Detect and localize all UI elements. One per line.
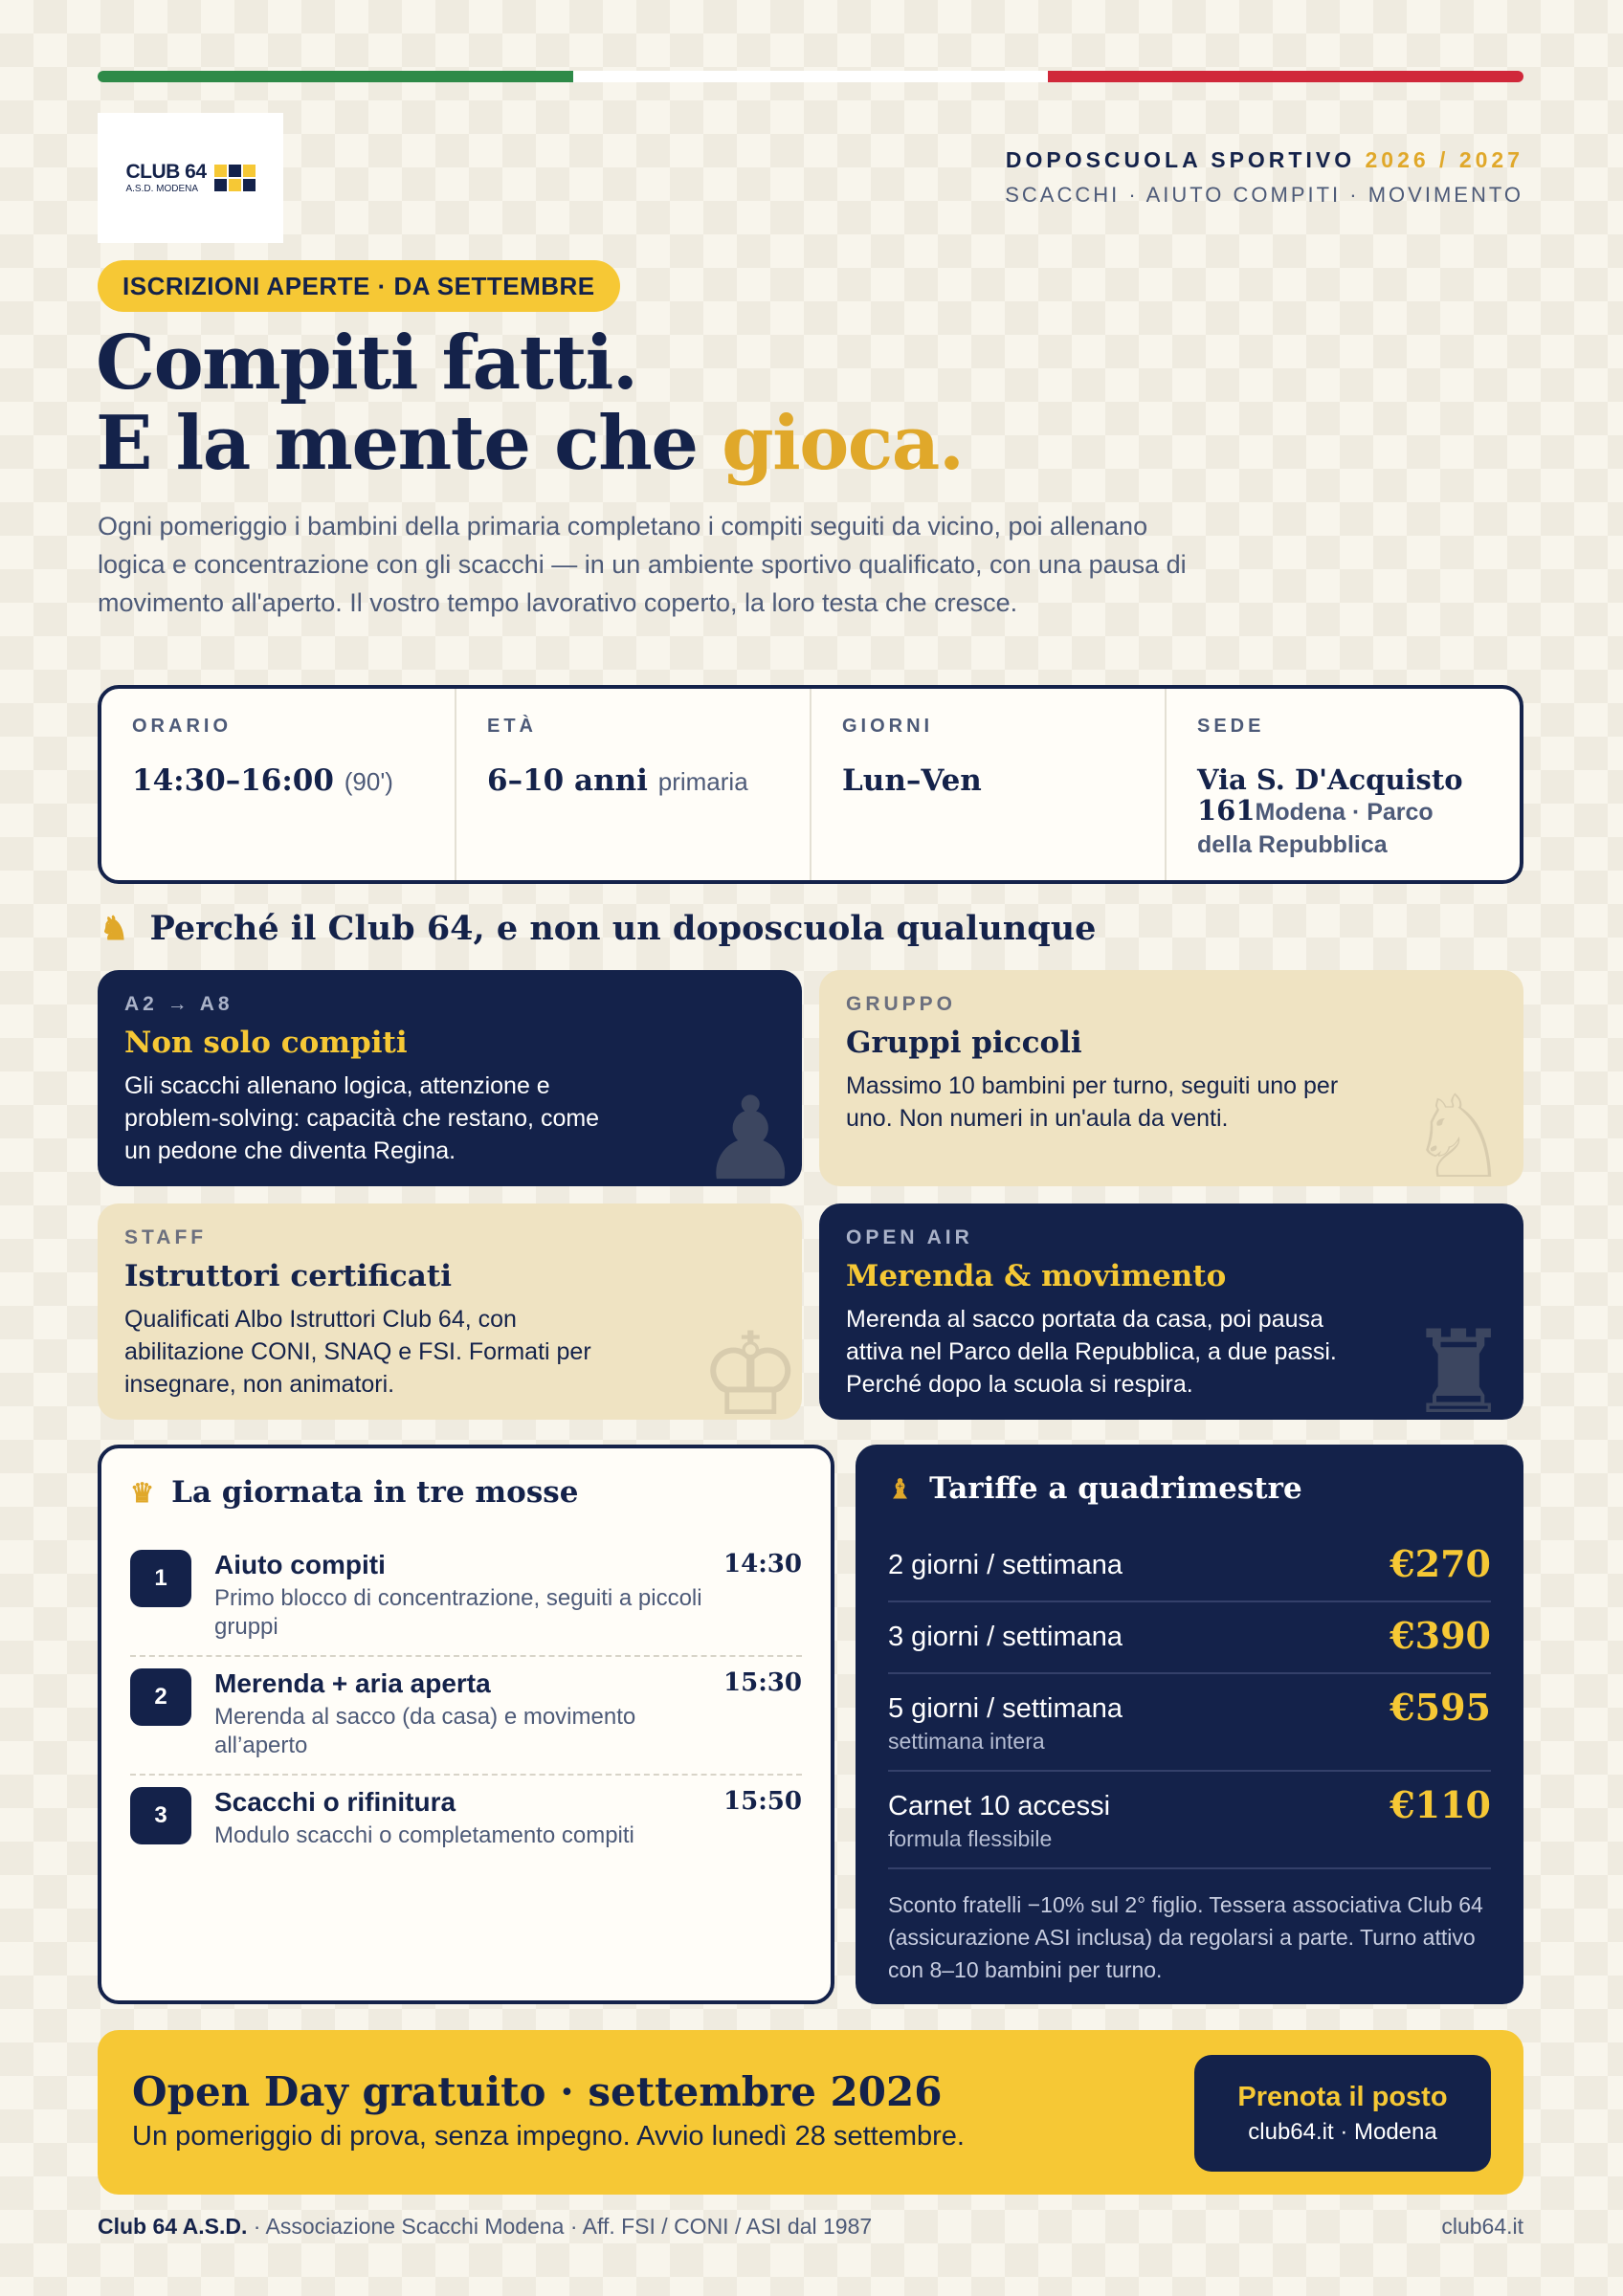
tricolor-bar [98, 71, 1523, 82]
card-non-solo-compiti: A2 → A8 Non solo compiti Gli scacchi allenano logica, attenzione e problem-solving: capacità che restano, come un pedone che diventa Regina. ♟ [98, 970, 802, 1186]
book-button[interactable]: Prenota il posto club64.it · Modena [1194, 2055, 1491, 2172]
schedule-title: ♛ La giornata in tre mosse [130, 1475, 579, 1510]
logo-chess-icon [214, 165, 256, 191]
enrollment-badge: ISCRIZIONI APERTE · DA SETTEMBRE [98, 260, 620, 312]
price-list [888, 1531, 1491, 1869]
info-giorni: GIORNI Lun–Ven [812, 689, 1167, 880]
footer [98, 2214, 1523, 2240]
king-icon: ♔ [699, 1309, 802, 1420]
knight-icon: ♘ [1407, 1071, 1510, 1186]
price-footnote: Sconto fratelli −10% sul 2° figlio. Tessera associativa Club 64 (assicurazione ASI inclusa) da regolarsi a parte. Turno attivo con 8–10 bambini per turno. [888, 1892, 1483, 1982]
footer-org: Club 64 A.S.D. · Associazione Scacchi Modena · Aff. FSI / CONI / ASI dal 1987 [98, 2214, 873, 2239]
schedule-step: 1 Aiuto compiti Primo blocco di concentrazione, seguiti a piccoli gruppi 14:30 [130, 1538, 802, 1657]
intro-paragraph: Ogni pomeriggio i bambini della primaria completano i compiti seguiti da vicino, poi allenano logica e concentrazione con gli scacchi — in un ambiente sportivo qualificato, con una pausa di movimento all'aperto. Il vostro tempo lavorativo coperto, la loro testa che cresce. [98, 512, 1187, 617]
school-year: 2026 / 2027 [1365, 147, 1523, 172]
pawn-icon: ♟ [699, 1073, 802, 1186]
why-heading: ♞ Perché il Club 64, e non un doposcuola qualunque [100, 909, 1097, 948]
logo-sub: A.S.D. MODENA [125, 184, 199, 194]
info-box [98, 685, 1523, 884]
headline-line1: Compiti fatti. [96, 320, 637, 407]
flag-green [98, 71, 573, 82]
open-day-title: Open Day gratuito · settembre 2026 [132, 2068, 943, 2115]
crown-icon: ♛ [130, 1476, 155, 1509]
header-info [1005, 147, 1523, 208]
schedule-step: 3 Scacchi o rifinitura Modulo scacchi o completamento compiti 15:50 [130, 1776, 802, 1864]
club-logo[interactable] [98, 113, 283, 243]
logo-name: CLUB 64 [125, 161, 207, 183]
headline-line2: E la mente che gioca. [96, 400, 964, 487]
program-subtitle: SCACCHI · AIUTO COMPITI · MOVIMENTO [1005, 183, 1523, 207]
price-row: 2 giorni / settimana €270 [888, 1531, 1491, 1602]
pawn-icon: ♝ [888, 1472, 913, 1505]
prices-box [856, 1445, 1523, 2004]
knight-icon: ♞ [100, 909, 129, 948]
prices-title: ♝ Tariffe a quadrimestre [888, 1471, 1302, 1506]
program-title: DOPOSCUOLA SPORTIVO 2026 / 2027 [1005, 147, 1523, 172]
price-row: Carnet 10 accessi formula flessibile €110 [888, 1772, 1491, 1869]
rook-icon: ♜ [1407, 1307, 1510, 1420]
headline [96, 320, 964, 487]
schedule-box [98, 1445, 834, 2004]
schedule-step: 2 Merenda + aria aperta Merenda al sacco (da casa) e movimento all’aperto 15:30 [130, 1657, 802, 1776]
info-eta: ETÀ 6–10 anni primaria [456, 689, 812, 880]
info-orario: ORARIO 14:30–16:00 (90') [101, 689, 456, 880]
card-istruttori: STAFF Istruttori certificati Qualificati Albo Istruttori Club 64, con abilitazione CONI, SNAQ e FSI. Formati per insegnare, non animatori. ♔ [98, 1203, 802, 1420]
info-sede: SEDE Via S. D'Acquisto 161Modena · Parco della Repubblica [1197, 716, 1463, 858]
flag-white [573, 71, 1049, 82]
card-merenda-movimento: OPEN AIR Merenda & movimento Merenda al sacco portata da casa, poi pausa attiva nel Parco della Repubblica, a due passi. Perché dopo la scuola si respira. ♜ [819, 1203, 1523, 1420]
price-row: 3 giorni / settimana €390 [888, 1602, 1491, 1674]
open-day-subtitle: Un pomeriggio di prova, senza impegno. Avvio lunedì 28 settembre. [132, 2121, 965, 2152]
schedule-steps [130, 1538, 802, 1864]
card-gruppi-piccoli: GRUPPO Gruppi piccoli Massimo 10 bambini per turno, seguiti uno per uno. Non numeri in un'aula da venti. ♘ [819, 970, 1523, 1186]
price-row: 5 giorni / settimana settimana intera €595 [888, 1674, 1491, 1772]
open-day-banner [98, 2030, 1523, 2195]
footer-link[interactable]: club64.it [1441, 2214, 1523, 2239]
flag-red [1048, 71, 1523, 82]
